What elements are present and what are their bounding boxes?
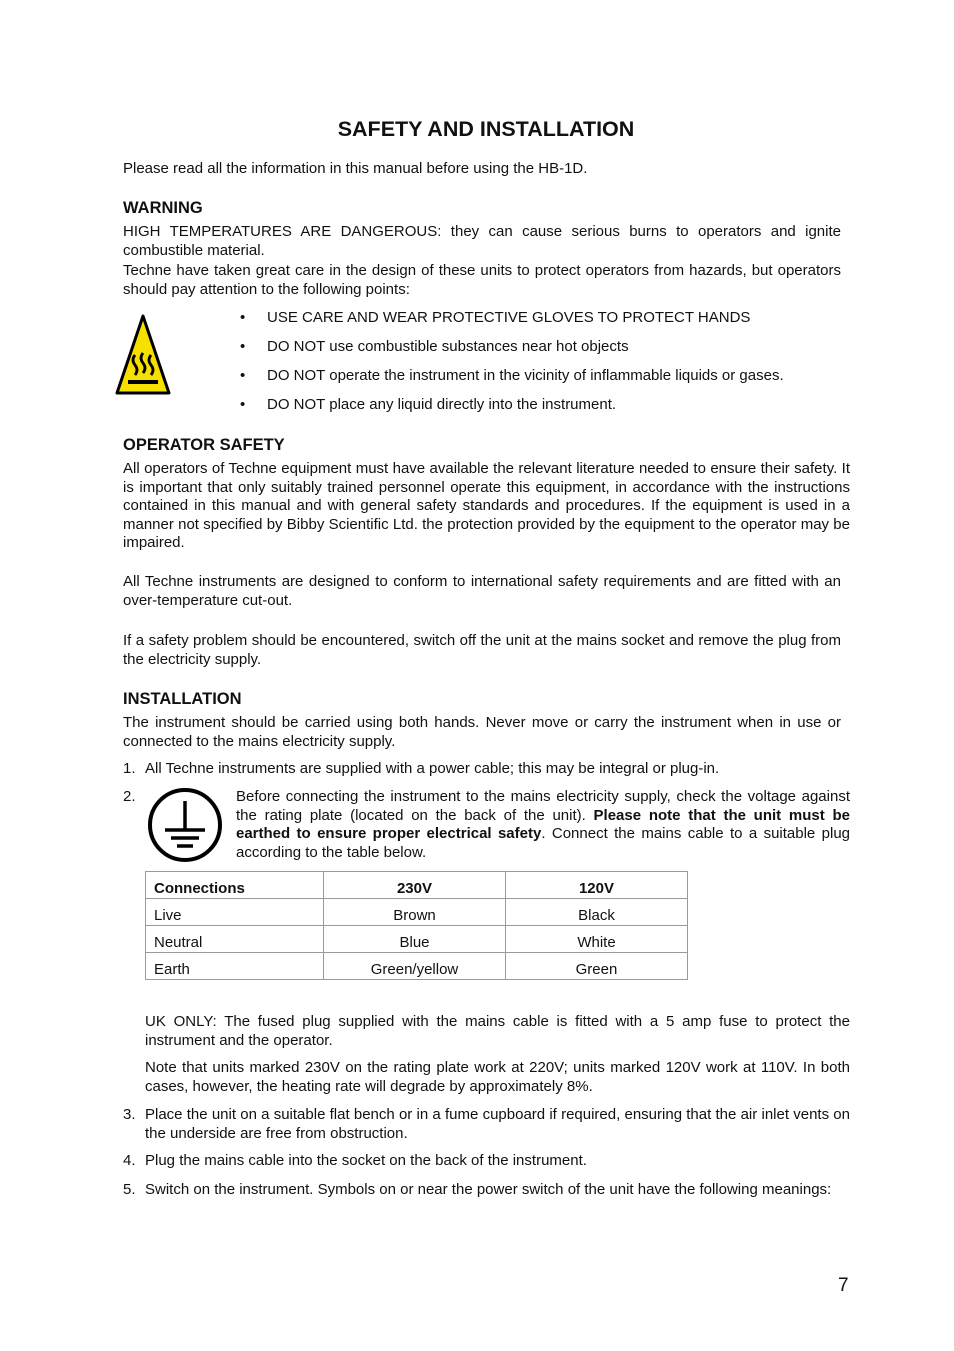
- table-cell: Neutral: [146, 926, 324, 953]
- voltage-note: Note that units marked 230V on the rating plate work at 220V; units marked 120V work at 110V. In both cases, however, the heating rate will degrade by approximately 8%.: [145, 1059, 850, 1095]
- operator-safety-paragraph-1: All operators of Techne equipment must have available the relevant literature needed to ensure their safety. It is important that only suitably trained personnel operate this equipment, in accordance with the instructions contained in this manual and with general safety standards and procedures. If the equipment is used in a manner not specified by Bibby Scientific Ltd. the protection provided by the equipment to the operator may be impaired.: [123, 460, 850, 551]
- bullet-text: DO NOT place any liquid directly into the instrument.: [267, 396, 617, 413]
- bullet-dot: •: [240, 367, 246, 384]
- table-row: [146, 926, 688, 953]
- bullet-dot: •: [240, 396, 246, 413]
- uk-only-note: UK ONLY: The fused plug supplied with the mains cable is fitted with a 5 amp fuse to protect the instrument and the operator.: [145, 1013, 850, 1049]
- connections-table: [145, 871, 688, 980]
- column-header: Connections: [146, 872, 324, 899]
- operator-safety-paragraph-2: All Techne instruments are designed to conform to international safety requirements and are fitted with an over-temperature cut-out.: [123, 573, 841, 609]
- table-cell: Green: [506, 953, 688, 980]
- table-cell: Green/yellow: [324, 953, 506, 980]
- installation-item-4: Plug the mains cable into the socket on the back of the instrument.: [145, 1152, 587, 1169]
- bullet-text: DO NOT use combustible substances near hot objects: [267, 338, 629, 355]
- hot-surface-warning-icon: [115, 313, 171, 395]
- list-item: [240, 338, 850, 367]
- list-item: [240, 367, 850, 396]
- item-number: 3.: [123, 1106, 136, 1123]
- warning-paragraph-1: HIGH TEMPERATURES ARE DANGEROUS: they can cause serious burns to operators and ignite combustible material.: [123, 223, 841, 259]
- operator-safety-paragraph-3: If a safety problem should be encountered, switch off the unit at the mains socket and remove the plug from the electricity supply.: [123, 632, 841, 668]
- installation-item-2: [236, 788, 850, 862]
- table-row: [146, 899, 688, 926]
- item-number: 5.: [123, 1181, 136, 1198]
- installation-item-1: All Techne instruments are supplied with a power cable; this may be integral or plug-in.: [145, 760, 720, 777]
- page-number: 7: [838, 1275, 849, 1296]
- bullet-dot: •: [240, 338, 246, 355]
- warning-paragraph-2: Techne have taken great care in the design of these units to protect operators from hazards, but operators should pay attention to the following points:: [123, 262, 841, 298]
- warning-bullet-list: [240, 309, 850, 425]
- page-title: SAFETY AND INSTALLATION: [337, 117, 635, 141]
- protective-earth-icon: [146, 786, 224, 864]
- item2-text-a: Before connecting the instrument to the mains electricity supply, check the voltage against the rating plate (located on the back of the unit).: [236, 788, 850, 824]
- installation-item-5: Switch on the instrument. Symbols on or near the power switch of the unit have the following meanings:: [145, 1181, 832, 1198]
- table-cell: Blue: [324, 926, 506, 953]
- bullet-text: USE CARE AND WEAR PROTECTIVE GLOVES TO PROTECT HANDS: [267, 309, 751, 326]
- earthing-warning-text: Please note that the unit must be earthed to ensure proper electrical safety: [236, 806, 850, 842]
- bullet-text: DO NOT operate the instrument in the vicinity of inflammable liquids or gases.: [267, 367, 784, 384]
- column-header: 120V: [506, 872, 688, 899]
- list-item: [240, 396, 850, 425]
- table-row: [146, 953, 688, 980]
- intro-text: Please read all the information in this manual before using the HB-1D.: [123, 160, 588, 177]
- installation-heading: INSTALLATION: [123, 690, 242, 708]
- list-item: [240, 309, 850, 338]
- installation-paragraph: The instrument should be carried using both hands. Never move or carry the instrument when in use or connected to the mains electricity supply.: [123, 714, 841, 750]
- table-header-row: [146, 872, 688, 899]
- table-cell: Live: [146, 899, 324, 926]
- table-cell: Earth: [146, 953, 324, 980]
- column-header: 230V: [324, 872, 506, 899]
- installation-item-3: Place the unit on a suitable flat bench or in a fume cupboard if required, ensuring that the air inlet vents on the underside are free from obstruction.: [145, 1106, 850, 1142]
- operator-safety-heading: OPERATOR SAFETY: [123, 436, 285, 454]
- item-number: 1.: [123, 760, 136, 777]
- bullet-dot: •: [240, 309, 246, 326]
- table-cell: White: [506, 926, 688, 953]
- table-cell: Black: [506, 899, 688, 926]
- item2-text-b: . Connect the mains cable to a suitable plug according to the table below.: [236, 825, 851, 861]
- item-number: 2.: [123, 788, 136, 805]
- table-cell: Brown: [324, 899, 506, 926]
- item-number: 4.: [123, 1152, 136, 1169]
- warning-heading: WARNING: [123, 199, 203, 217]
